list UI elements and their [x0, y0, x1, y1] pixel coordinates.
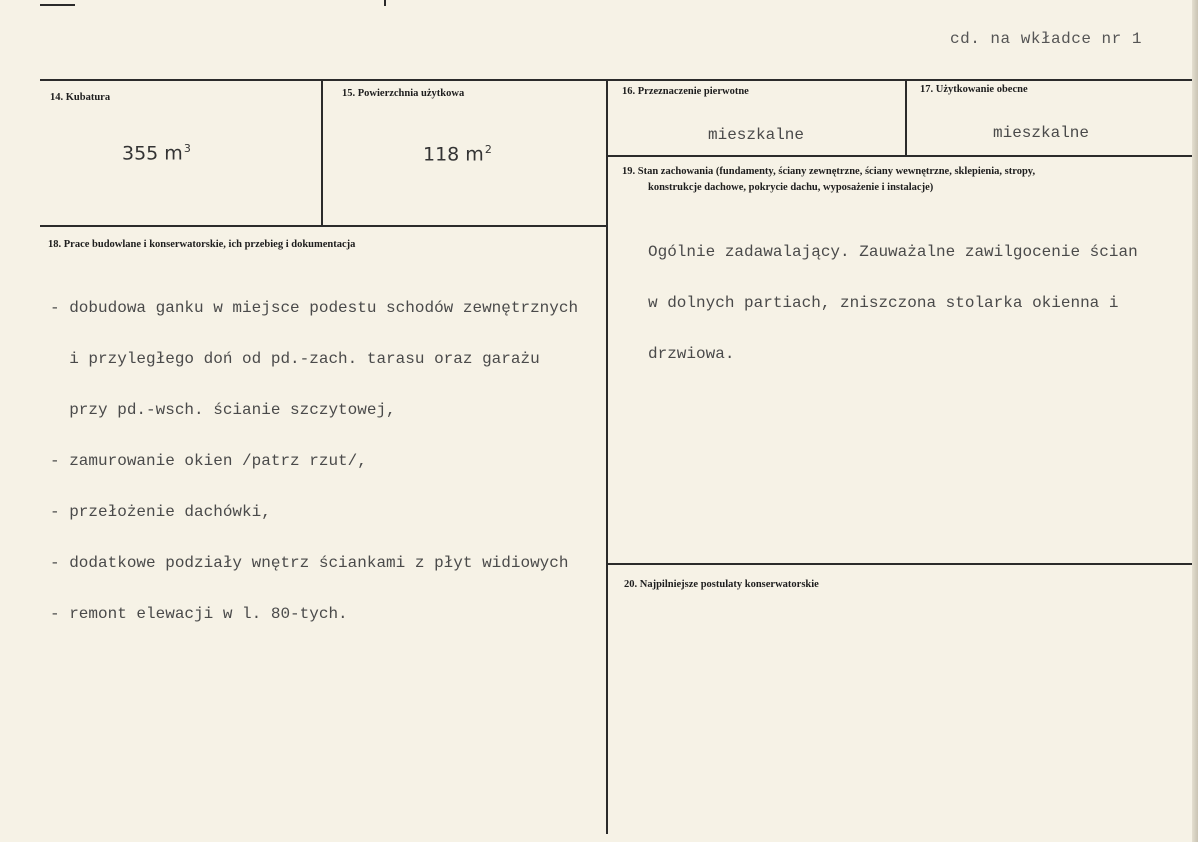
field-14-label: 14. Kubatura — [50, 92, 111, 103]
list-item: - zamurowanie okien /patrz rzut/, — [50, 452, 367, 470]
cubature-value: 355 m — [122, 142, 183, 165]
right-middle-line — [607, 563, 1192, 565]
field-17-label: 17. Użytkowanie obecne — [920, 84, 1028, 95]
field-15-label: 15. Powierzchnia użytkowa — [342, 88, 465, 99]
field-19-label-line-1: 19. Stan zachowania (fundamenty, ściany zewnętrzne, ściany wewnętrzne, sklepienia, stropy, — [622, 166, 1036, 177]
field-17-value: mieszkalne — [992, 124, 1089, 142]
top-tick-mark — [384, 0, 386, 6]
area-value: 118 m — [423, 143, 484, 166]
cubature-exponent: 3 — [183, 142, 191, 155]
condition-line: drzwiowa. — [648, 345, 735, 363]
field-19-label-line-2: konstrukcje dachowe, pokrycie dachu, wyposażenie i instalacje) — [648, 182, 934, 193]
list-item: - przełożenie dachówki, — [50, 503, 271, 521]
left-middle-line — [40, 225, 608, 227]
field-18-list — [50, 266, 606, 657]
right-top-line — [607, 155, 1192, 157]
divider-16-17 — [905, 79, 907, 157]
field-19-text — [648, 210, 1138, 397]
list-item: i przyległego doń od pd.-zach. tarasu oraz garażu — [50, 350, 540, 368]
top-border-line — [40, 79, 1192, 81]
field-20-label: 20. Najpilniejsze postulaty konserwatorskie — [624, 579, 819, 590]
field-16-value: mieszkalne — [707, 126, 804, 144]
field-14-value — [122, 142, 191, 164]
list-item: - dodatkowe podziały wnętrz ściankami z płyt widiowych — [50, 554, 569, 572]
continuation-note: cd. na wkładce nr 1 — [950, 30, 1142, 48]
main-divider — [606, 79, 608, 834]
field-16-label: 16. Przeznaczenie pierwotne — [622, 86, 749, 97]
list-item: przy pd.-wsch. ścianie szczytowej, — [50, 401, 396, 419]
condition-line: w dolnych partiach, zniszczona stolarka okienna i — [648, 294, 1119, 312]
list-item: - remont elewacji w l. 80-tych. — [50, 605, 348, 623]
area-exponent: 2 — [484, 143, 492, 156]
divider-14-15 — [321, 79, 323, 227]
list-item: - dobudowa ganku w miejsce podestu schodów zewnętrznych — [50, 299, 579, 317]
condition-line: Ogólnie zadawalający. Zauważalne zawilgocenie ścian — [648, 243, 1138, 261]
corner-mark — [40, 4, 75, 6]
field-15-value — [423, 143, 492, 165]
paper-edge — [1192, 0, 1198, 842]
field-18-label: 18. Prace budowlane i konserwatorskie, ich przebieg i dokumentacja — [48, 239, 356, 250]
